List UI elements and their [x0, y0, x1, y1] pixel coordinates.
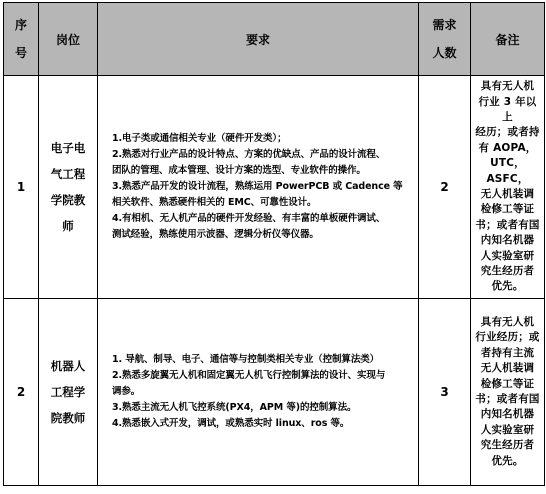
row-position	[39, 299, 98, 486]
row-position	[39, 76, 98, 299]
row-note	[471, 299, 545, 486]
requirement-line: 调参。	[112, 386, 141, 397]
note-line: 经历；或者持	[475, 126, 540, 139]
header-seq-line: 号	[14, 46, 27, 60]
note-line: 有 AOPA，	[478, 141, 537, 154]
position-line: 师	[62, 219, 74, 233]
note-line: 究生经历者	[480, 265, 535, 278]
header-count-line: 人数	[432, 46, 457, 60]
position-line: 院教师	[50, 411, 86, 425]
row-count: 2	[419, 76, 471, 299]
note-line: UTC，ASFC，	[486, 157, 529, 185]
row-requirements	[98, 76, 419, 299]
note-line: 无人机装调	[480, 188, 535, 200]
note-line: 检修工等证	[480, 377, 535, 390]
requirement-line: 4.有相机、无人机产品的硬件开发经验、有丰富的单板硬件调试、	[112, 213, 386, 224]
note-line: 检修工等证	[480, 203, 535, 216]
note-line: 内知名机器	[480, 234, 535, 247]
recruitment-table	[3, 2, 545, 486]
note-line: 优先。	[491, 454, 524, 467]
position-line: 机器人	[50, 359, 86, 373]
header-seq-line: 序	[14, 18, 27, 32]
note-line: 具有无人机	[480, 315, 535, 328]
header-count-line: 需求	[432, 18, 457, 32]
requirement-line: 测试经验，熟练使用示波器、逻辑分析仪等仪器。	[112, 229, 319, 240]
requirement-line: 1. 导航、制导、电子、通信等与控制类相关专业（控制算法类）	[112, 354, 380, 365]
table-row	[4, 76, 545, 299]
requirement-line: 1.电子类或通信相关专业（硬件开发类）；	[112, 133, 287, 144]
note-line: 优先。	[491, 280, 524, 293]
header-position: 岗位	[39, 3, 98, 76]
note-line: 人实验室研	[480, 249, 535, 262]
note-line: 行业 3 年以上	[478, 95, 537, 123]
requirement-line: 相关软件、熟悉硬件相关的 EMC、可靠性设计。	[112, 197, 317, 208]
note-line: 究生经历者	[480, 439, 535, 452]
note-line: 无人机装调	[480, 362, 535, 375]
note-line: 内知名机器	[480, 408, 535, 421]
note-line: 行业经历；或	[475, 331, 540, 344]
row-requirements	[98, 299, 419, 486]
position-line: 工程学	[50, 385, 86, 399]
header-note: 备注	[471, 3, 545, 76]
row-count: 3	[419, 299, 471, 486]
requirement-line: 3.熟悉主流无人机飞控系统(PX4，APM 等)的控制算法。	[112, 402, 357, 413]
position-line: 气工程	[50, 167, 86, 181]
header-seq	[4, 3, 39, 76]
table-header-row	[4, 3, 545, 76]
requirement-line: 团队的管理、成本管理、设计方案的选型、专业软件的操作。	[112, 165, 366, 176]
position-line: 学院教	[50, 193, 86, 207]
note-line: 者持有主流	[480, 346, 535, 359]
requirement-line: 2.熟悉多旋翼无人机和固定翼无人机飞行控制算法的设计、实现与	[112, 370, 386, 381]
requirement-line: 4.熟悉嵌入式开发，调试，或熟悉实时 linux、ros 等。	[112, 418, 350, 429]
row-seq: 2	[4, 299, 39, 486]
row-seq: 1	[4, 76, 39, 299]
header-count	[419, 3, 471, 76]
header-requirements: 要求	[98, 3, 419, 76]
note-line: 书；或者有国	[475, 218, 540, 231]
table-row	[4, 299, 545, 486]
note-line: 具有无人机	[480, 80, 535, 93]
note-line: 人实验室研	[480, 423, 535, 436]
requirement-line: 2.熟悉对行业产品的设计特点、方案的优缺点、产品的设计流程、	[112, 149, 386, 160]
row-note	[471, 76, 545, 299]
position-line: 电子电	[50, 141, 86, 155]
requirement-line: 3.熟悉产品开发的设计流程，熟练运用 PowerPCB 或 Cadence 等	[112, 181, 403, 192]
note-line: 书；或者有国	[475, 393, 540, 405]
